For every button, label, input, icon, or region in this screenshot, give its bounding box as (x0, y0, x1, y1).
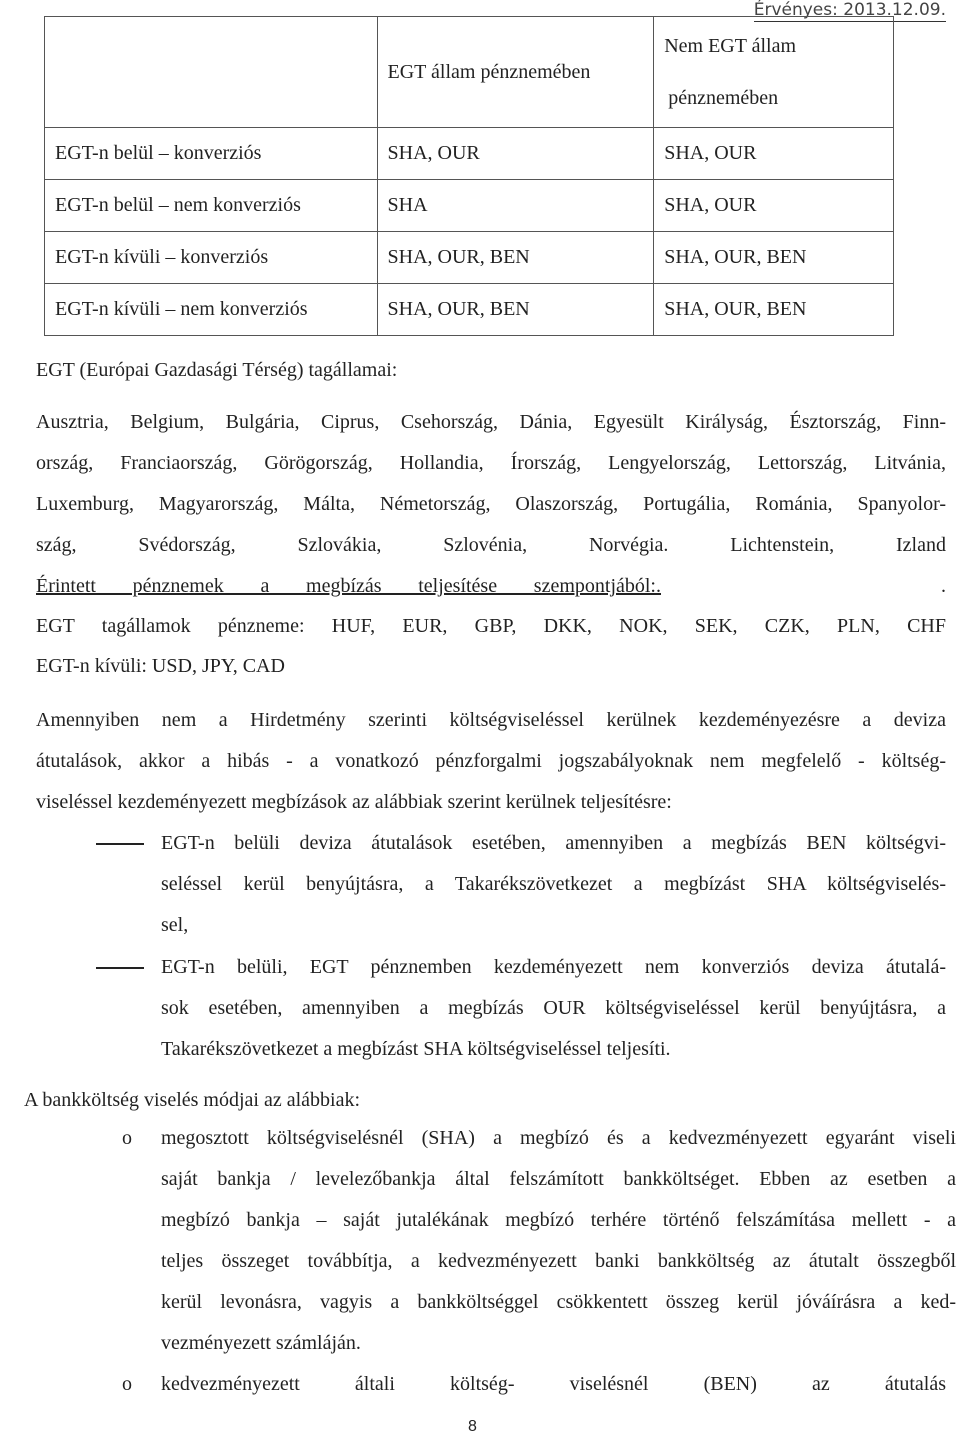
cost-mode-item-sha (161, 1118, 956, 1364)
text-line: Ausztria, Belgium, Bulgária, Ciprus, Csehország, Dánia, Egyesült Királyság, Észtország, Finn- (36, 411, 946, 433)
cost-mode-item-ben (161, 1364, 946, 1405)
table-row (45, 128, 894, 180)
currencies-heading: Érintett pénznemek a megbízás teljesítése szempontjából:. (36, 575, 661, 597)
incorrect-cost-paragraph (36, 700, 946, 823)
text-line: teljes összeget továbbítja, a kedvezményezett banki bankköltség az átutalt összegből (161, 1250, 956, 1272)
row-label: EGT-n belül – konverziós (45, 128, 378, 180)
text-line: vezményezett számláján. (161, 1332, 361, 1354)
row-eea-value: SHA, OUR (377, 128, 654, 180)
text-line: szág, Svédország, Szlovákia, Szlovénia, Norvégia. Lichtenstein, Izland (36, 534, 946, 556)
circle-bullet: o (122, 1373, 132, 1395)
header-noneea-line1: Nem EGT állam (664, 35, 797, 57)
row-noneea-value: SHA, OUR (654, 128, 894, 180)
table-row (45, 232, 894, 284)
row-eea-value: SHA, OUR, BEN (377, 232, 654, 284)
dash-bullet (96, 843, 144, 845)
cost-bearing-table (44, 16, 894, 336)
eea-heading: EGT (Európai Gazdasági Térség) tagállamai: (36, 359, 398, 381)
text-line: saját bankja / levelezőbankja által felszámított bankköltséget. Ebben az esetben a (161, 1168, 956, 1190)
row-label: EGT-n belül – nem konverziós (45, 180, 378, 232)
header-noneea-line2: pénznemében (668, 87, 779, 109)
text-line: ország, Franciaország, Görögország, Hollandia, Írország, Lengyelország, Lettország, Litvánia, (36, 452, 946, 474)
text-line: Amennyiben nem a Hirdetmény szerinti költségviseléssel kerülnek kezdeményezésre a deviza (36, 709, 946, 731)
row-noneea-value: SHA, OUR (654, 180, 894, 232)
text-line: EGT tagállamok pénzneme: HUF, EUR, GBP, DKK, NOK, SEK, CZK, PLN, CHF (36, 615, 946, 637)
table-row (45, 284, 894, 336)
text-line: Takarékszövetkezet a megbízást SHA költségviseléssel teljesíti. (161, 1038, 671, 1060)
currencies-heading-tail: . (941, 575, 946, 597)
validity-date: Érvényes: 2013.12.09. (753, 0, 946, 20)
table-row (45, 180, 894, 232)
text-line: viseléssel kezdeményezett megbízások az alábbiak szerint kerülnek teljesítésre: (36, 791, 672, 813)
currencies-heading-row (36, 566, 946, 607)
text-line: kerül levonásra, vagyis a bankköltséggel csökkentett összeg kerül jóváírásra a ked- (161, 1291, 956, 1313)
row-noneea-value: SHA, OUR, BEN (654, 284, 894, 336)
text-line: megosztott költségviselésnél (SHA) a megbízó és a kedvezményezett egyaránt viseli (161, 1127, 956, 1149)
dash-bullet (96, 967, 144, 969)
eea-member-list (36, 402, 946, 566)
cost-modes-heading: A bankköltség viselés módjai az alábbiak: (24, 1089, 361, 1111)
header-empty-cell (45, 17, 378, 128)
text-line: megbízó bankja – saját jutalékának megbízó terhére történő felszámítása mellett - a (161, 1209, 956, 1231)
header-eea-currency: EGT állam pénznemében (377, 17, 654, 128)
row-eea-value: SHA, OUR, BEN (377, 284, 654, 336)
dash-item (161, 823, 946, 946)
text-line: EGT-n belüli, EGT pénznemben kezdeményezett nem konverziós deviza átutalá- (161, 956, 946, 978)
page-number: 8 (468, 1418, 477, 1435)
noneea-currencies: EGT-n kívüli: USD, JPY, CAD (36, 655, 285, 677)
text-line: átutalások, akkor a hibás - a vonatkozó pénzforgalmi jogszabályoknak nem megfelelő - költség- (36, 750, 946, 772)
circle-bullet: o (122, 1127, 132, 1149)
row-noneea-value: SHA, OUR, BEN (654, 232, 894, 284)
text-line: kedvezményezett általi költség- viselésnél (BEN) az átutalás (161, 1373, 946, 1395)
text-line: sok esetében, amennyiben a megbízás OUR költségviseléssel kerül benyújtásra, a (161, 997, 946, 1019)
table-header-row (45, 17, 894, 128)
header-noneea-currency (654, 17, 894, 128)
text-line: seléssel kerül benyújtásra, a Takarékszövetkezet a megbízást SHA költségviselés- (161, 873, 946, 895)
eea-currencies (36, 606, 946, 647)
row-eea-value: SHA (377, 180, 654, 232)
row-label: EGT-n kívüli – konverziós (45, 232, 378, 284)
text-line: Luxemburg, Magyarország, Málta, Németország, Olaszország, Portugália, Románia, Spanyolor- (36, 493, 946, 515)
text-line: sel, (161, 914, 189, 936)
text-line: EGT-n belüli deviza átutalások esetében, amennyiben a megbízás BEN költségvi- (161, 832, 946, 854)
row-label: EGT-n kívüli – nem konverziós (45, 284, 378, 336)
dash-item (161, 947, 946, 1070)
currencies-heading-line (36, 566, 946, 607)
